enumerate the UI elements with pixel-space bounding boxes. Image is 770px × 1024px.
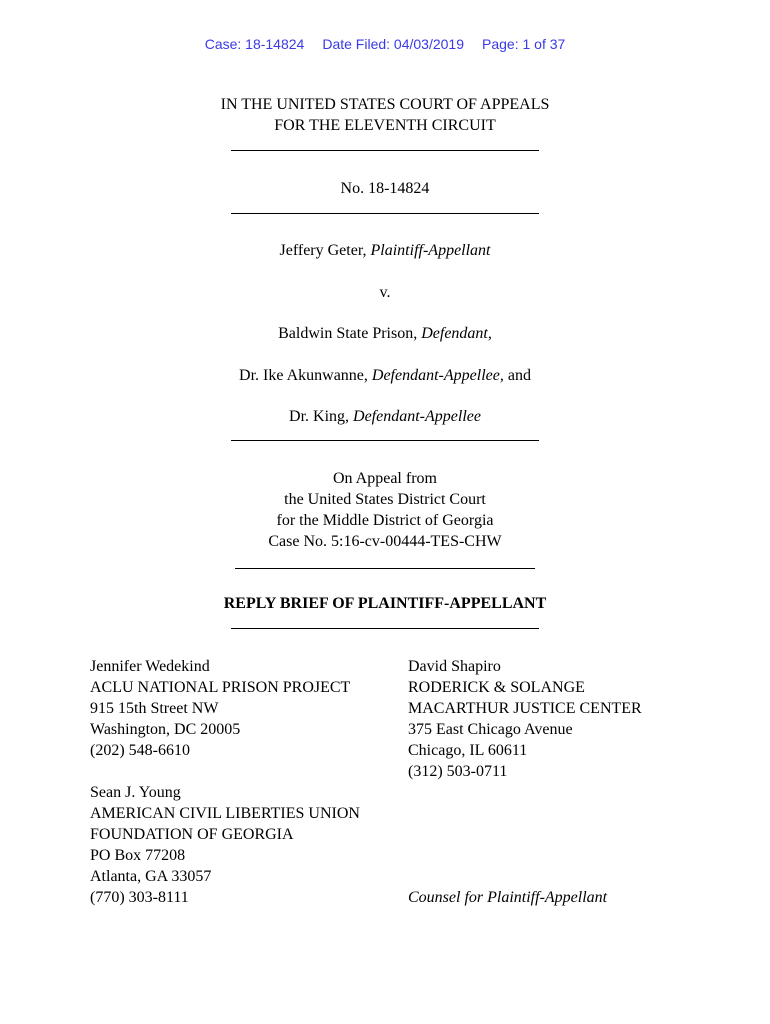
defendant3-role: Defendant-Appellee [353, 408, 481, 425]
divider-rule [231, 150, 539, 151]
docket-number: No. 18-14824 [340, 180, 430, 197]
counsel-name: David Shapiro [408, 658, 501, 675]
counsel-role: Counsel for Plaintiff-Appellant [408, 889, 608, 906]
spacer [90, 761, 360, 782]
rule-4-wrap [0, 568, 770, 569]
plaintiff-role: Plaintiff-Appellant [370, 242, 491, 259]
court-name-line1: IN THE UNITED STATES COURT OF APPEALS [220, 96, 550, 113]
divider-rule [231, 628, 539, 629]
spacer [408, 845, 642, 866]
defendant3-name: Dr. King, [289, 408, 350, 425]
versus-line [0, 282, 770, 303]
page-number-header: Page: 1 of 37 [482, 36, 566, 52]
divider-rule [231, 440, 539, 441]
divider-rule [235, 568, 535, 569]
appeal-line2: the United States District Court [284, 491, 486, 508]
counsel-phone: (202) 548-6610 [90, 742, 190, 759]
counsel-address-line: RODERICK & SOLANGE [408, 679, 585, 696]
counsel-address-line: AMERICAN CIVIL LIBERTIES UNION [90, 805, 360, 822]
appeal-line4: Case No. 5:16-cv-00444-TES-CHW [268, 533, 502, 550]
versus: v. [379, 284, 391, 301]
spacer [408, 824, 642, 845]
date-filed-header: Date Filed: 04/03/2019 [322, 36, 464, 52]
defendant1-line [0, 323, 770, 344]
counsel-address-line: FOUNDATION OF GEORGIA [90, 826, 294, 843]
spacer [408, 782, 642, 803]
counsel-address-line: ACLU NATIONAL PRISON PROJECT [90, 679, 351, 696]
appeal-line3: for the Middle District of Georgia [276, 512, 494, 529]
counsel-address-line: Washington, DC 20005 [90, 721, 241, 738]
spacer [408, 866, 642, 887]
defendant1-role: Defendant, [421, 325, 492, 342]
defendant2-name: Dr. Ike Akunwanne, [239, 367, 368, 384]
counsel-right-column [408, 656, 642, 908]
defendant3-line [0, 406, 770, 427]
rule-1-wrap [0, 150, 770, 151]
counsel-address-line: Atlanta, GA 33057 [90, 868, 212, 885]
court-caption [0, 94, 770, 136]
rule-2-wrap [0, 213, 770, 214]
filing-header [0, 36, 770, 52]
counsel-address-line: MACARTHUR JUSTICE CENTER [408, 700, 642, 717]
plaintiff-line [0, 240, 770, 261]
counsel-name: Sean J. Young [90, 784, 181, 801]
counsel-address-line: PO Box 77208 [90, 847, 186, 864]
docket-wrap [0, 178, 770, 199]
appeal-block [0, 468, 770, 552]
spacer [408, 803, 642, 824]
brief-title-wrap [0, 593, 770, 614]
counsel-phone: (770) 303-8111 [90, 889, 189, 906]
rule-5-wrap [0, 628, 770, 629]
counsel-name: Jennifer Wedekind [90, 658, 210, 675]
rule-3-wrap [0, 440, 770, 441]
plaintiff-name: Jeffery Geter, [279, 242, 367, 259]
court-name-line2: FOR THE ELEVENTH CIRCUIT [274, 117, 496, 134]
brief-title: REPLY BRIEF OF PLAINTIFF-APPELLANT [223, 595, 547, 612]
defendant2-role: Defendant-Appellee, [371, 367, 504, 384]
defendant1-name: Baldwin State Prison, [278, 325, 418, 342]
counsel-left-column [90, 656, 360, 908]
divider-rule [231, 213, 539, 214]
counsel-address-line: Chicago, IL 60611 [408, 742, 528, 759]
defendant2-line [0, 365, 770, 386]
case-number-header: Case: 18-14824 [204, 36, 305, 52]
appeal-line1: On Appeal from [333, 470, 437, 487]
counsel-phone: (312) 503-0711 [408, 763, 508, 780]
counsel-address-line: 375 East Chicago Avenue [408, 721, 573, 738]
counsel-address-line: 915 15th Street NW [90, 700, 219, 717]
defendant2-suffix: and [507, 367, 531, 384]
